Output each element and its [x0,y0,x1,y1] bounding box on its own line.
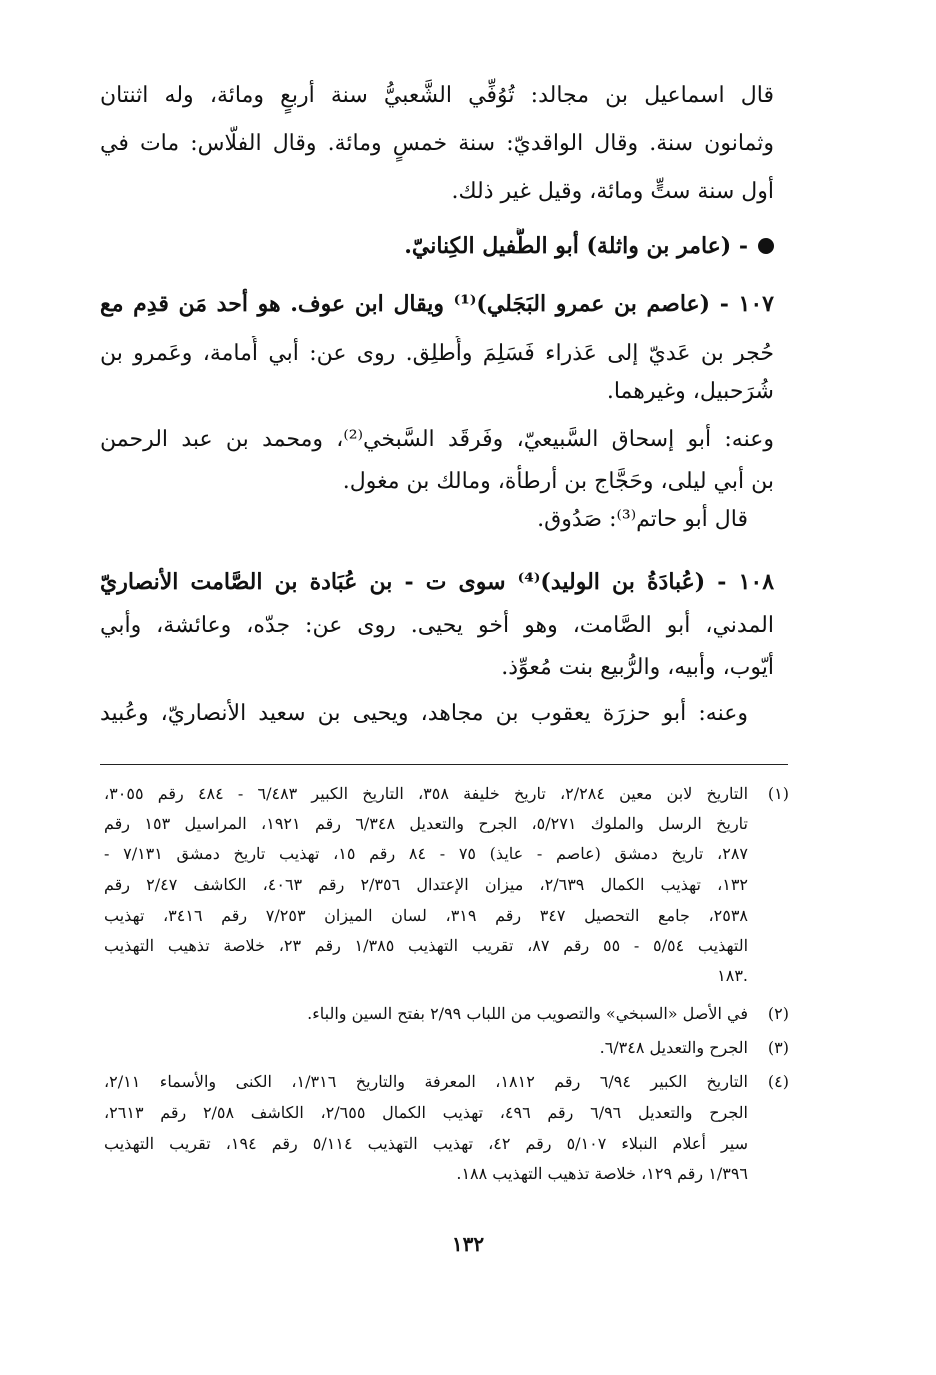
footnote-line: ٢٥٣٨، جامع التحصيل ٣٤٧ رقم ٣١٩، لسان الميزان ٧/٢٥٣ رقم ٣٤١٦، تهذيب [104,906,748,925]
entry-heading-107: ١٠٧ - (عاصم بن عمرو البَجَلي)⁽¹⁾ ويقال ابن عوف. هو أحد مَن قدِم مع [100,291,774,317]
entry-heading: - (عامر بن واثلة) أبو الطُّفيل الكِنانيّ. [404,233,748,259]
page-number: ١٣٢ [451,1232,485,1256]
body-line: أيّوب، وأبيه، والرُّبيع بنت مُعوِّذ. [501,655,774,680]
footnote-marker: (٣) [767,1038,789,1057]
body-line: المدني، أبو الصَّامت، وهو أخو يحيى. روى عن: جدّه، وعائشة، وأبي [100,613,774,638]
footnote-line: التاريخ الكبير ٦/٩٤ رقم ١٨١٢، المعرفة والتاريخ ١/٣١٦، الكنى والأسماء ٢/١١، [104,1072,748,1091]
body-line: حُجر بن عَديّ إلى عَذراء فَسَلِمَ وأُطلِق. روى عن: أبي أُمامة، وعَمرو بن [100,341,774,366]
footnote-line: سير أعلام النبلاء ٥/١٠٧ رقم ٤٢، تهذيب التهذيب ٥/١١٤ رقم ١٩٤، تقريب التهذيب [104,1134,748,1153]
body-line: بن أبي ليلى، وحَجَّاج بن أرطأة، ومالك بن مغول. [342,469,774,494]
footnote-line: الجرح والتعديل ٦/٩٦ رقم ٤٩٦، تهذيب الكمال ٢/٦٥٥، الكاشف ٢/٥٨ رقم ٢٦١٣، [104,1103,748,1122]
entry-heading-108: ١٠٨ - (عُبادَةُ بن الوليد)⁽⁴⁾ سوى ت - بن عُبَادة بن الصَّامت الأنصاريّ [100,569,774,595]
footnote-line: تاريخ الرسل والملوك ٥/٢٧١، الجرح والتعديل ٦/٣٤٨ رقم ١٩٢١، المراسيل ١٥٣ رقم [104,814,748,833]
footnote-line: في الأصل «السبخي» والتصويب من اللباب ٢/٩٩ بفتح السين والباء. [307,1004,748,1023]
footnote-line: التهذيب ٥/٥٤ - ٥٥ رقم ٨٧، تقريب التهذيب ١/٣٨٥ رقم ٢٣، خلاصة تذهيب التهذيب [104,936,748,955]
body-line: وعنه: أبو حزرَة يعقوب بن مجاهد، ويحيى بن سعيد الأنصاريّ، وعُبيد [100,701,748,726]
body-line: وعنه: أبو إسحاق السَّبيعيّ، وفَرقَد السَّبخي⁽²⁾، ومحمد بن عبد الرحمن [100,427,774,452]
footnote-marker: (١) [767,784,789,803]
footnote-line: ١٣٢، تهذيب الكمال ٢/٦٣٩، ميزان الإعتدال ٢/٣٥٦ رقم ٤٠٦٣، الكاشف ٢/٤٧ رقم [104,875,748,894]
body-line: شُرَحبيل، وغيرهما. [606,379,774,404]
body-line: قال اسماعيل بن مجالد: تُوُفِّي الشَّعبيُّ سنة أربعٍ ومائة، وله اثنتان [100,83,774,108]
entry-bullet-icon [758,238,774,254]
body-line: أول سنة ستٍّ ومائة، وقيل غير ذلك. [451,179,774,204]
body-line: وثمانون سنة. وقال الواقديّ: سنة خمسٍ ومائة. وقال الفلّاس: مات في [100,131,774,156]
footnote-marker: (٤) [767,1072,789,1091]
footnote-marker: (٢) [767,1004,789,1023]
body-line: قال أبو حاتم⁽³⁾: صَدُوق. [537,507,748,532]
footnote-line: ١/٣٩٦ رقم ١٢٩، خلاصة تذهيب التهذيب ١٨٨. [456,1164,748,1183]
footnote-line: ١٨٣. [717,966,748,985]
footnote-separator [100,764,788,765]
footnote-line: الجرح والتعديل ٦/٣٤٨. [599,1038,748,1057]
footnote-line: ٢٨٧، تاريخ دمشق (عاصم - عايذ) ٧٥ - ٨٤ رقم ١٥، تهذيب تاريخ دمشق ٧/١٣١ - [104,844,748,863]
footnote-line: التاريخ لابن معين ٢/٢٨٤، تاريخ خليفة ٣٥٨، التاريخ الكبير ٦/٤٨٣ - ٤٨٤ رقم ٣٠٥٥، [104,784,748,803]
